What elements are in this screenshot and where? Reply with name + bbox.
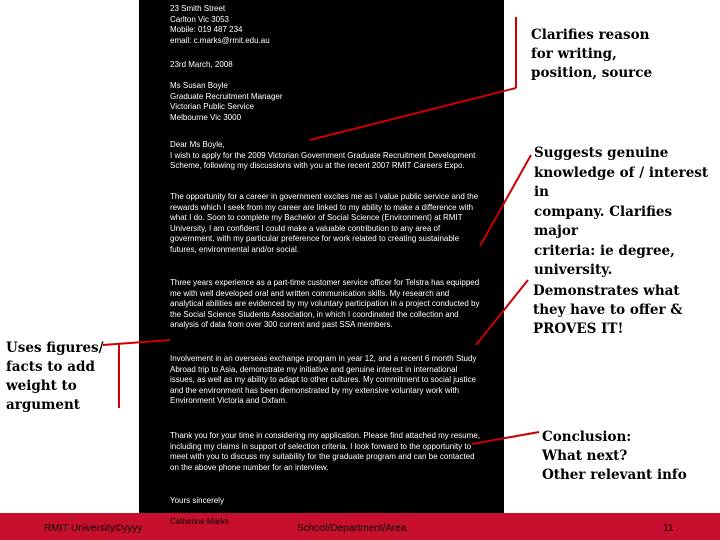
page-number: 11 xyxy=(663,523,674,534)
letter-paragraph-motivation: The opportunity for a career in government excites me as I value public service and the rewards which I seek from my career are linked to my ability to make a difference with what I do. Soon to complete my Bachelor of Social Science (Environment) at RMIT University, I am confident I could make a valuable contribution to any area of government, with my particular preference for work related to creating sustainable futures, environmental and/or social. xyxy=(170,192,479,254)
letter-paragraph-involvement: Involvement in an overseas exchange program in year 12, and a recent 6 month Study Abroad trip to Asia, demonstrate my initiative and genuine interest in international issues, as well as my ability to adapt to other cultures. My commitment to social justice and the environment has been demonstrated by my extensive voluntary work with Environment Victoria and Oxfam. xyxy=(170,354,477,406)
annotation-conclusion: Conclusion: What next? Other relevant info xyxy=(542,429,687,483)
letter-paragraph-experience: Three years experience as a part-time customer service officer for Telstra has equipped me with well developed oral and written communication skills. My research and analytical abilities are evidenced by my voluntary participation in a project conducted by the Social Science Students Association, in which I coordinated the collection and analysis of data from over 300 current and past SSA members. xyxy=(170,278,480,330)
annotation-offer: Demonstrates what they have to offer & PROVES IT! xyxy=(533,283,683,337)
sender-address: 23 Smith Street Carlton Vic 3053 Mobile: 019 487 234 email: c.marks@rmit.edu.au xyxy=(170,4,270,45)
annotation-knowledge: Suggests genuine knowledge of / interest in company. Clarifies major criteria: ie degree, university. xyxy=(534,145,709,278)
letter-closing: Yours sincerely xyxy=(170,496,224,505)
letter-signature: Catherine Marks xyxy=(170,517,229,526)
arrow-conclusion xyxy=(472,432,539,444)
arrow-offer xyxy=(476,280,528,345)
letter-date: 23rd March, 2008 xyxy=(170,60,233,69)
arrow-reason xyxy=(310,88,516,140)
letter-paragraph-conclusion: Thank you for your time in considering my application. Please find attached my resume, including my claims in support of selection criteria. I look forward to the opportunity to meet with you to discuss my suitability for the graduate program and can be contacted on the above phone number for an interview. xyxy=(170,431,480,472)
recipient-address: Ms Susan Boyle Graduate Recruitment Manager Victorian Public Service Melbourne Vic 3000 xyxy=(170,81,283,122)
annotation-figures: Uses figures/ facts to add weight to argument xyxy=(6,340,104,413)
footer-university: RMIT University©yyyy xyxy=(44,523,143,534)
letter-paragraph-intro: Dear Ms Boyle, I wish to apply for the 2009 Victorian Government Graduate Recruitment Development Scheme, following my discussions with you at the recent 2007 RMIT Careers Expo. xyxy=(170,140,476,171)
footer-school: School/Department/Area xyxy=(297,523,407,534)
footer-bar xyxy=(0,513,720,540)
annotation-reason: Clarifies reason for writing, position, source xyxy=(531,27,653,81)
arrow-knowledge xyxy=(480,155,531,246)
arrow-figures-a xyxy=(103,340,170,345)
